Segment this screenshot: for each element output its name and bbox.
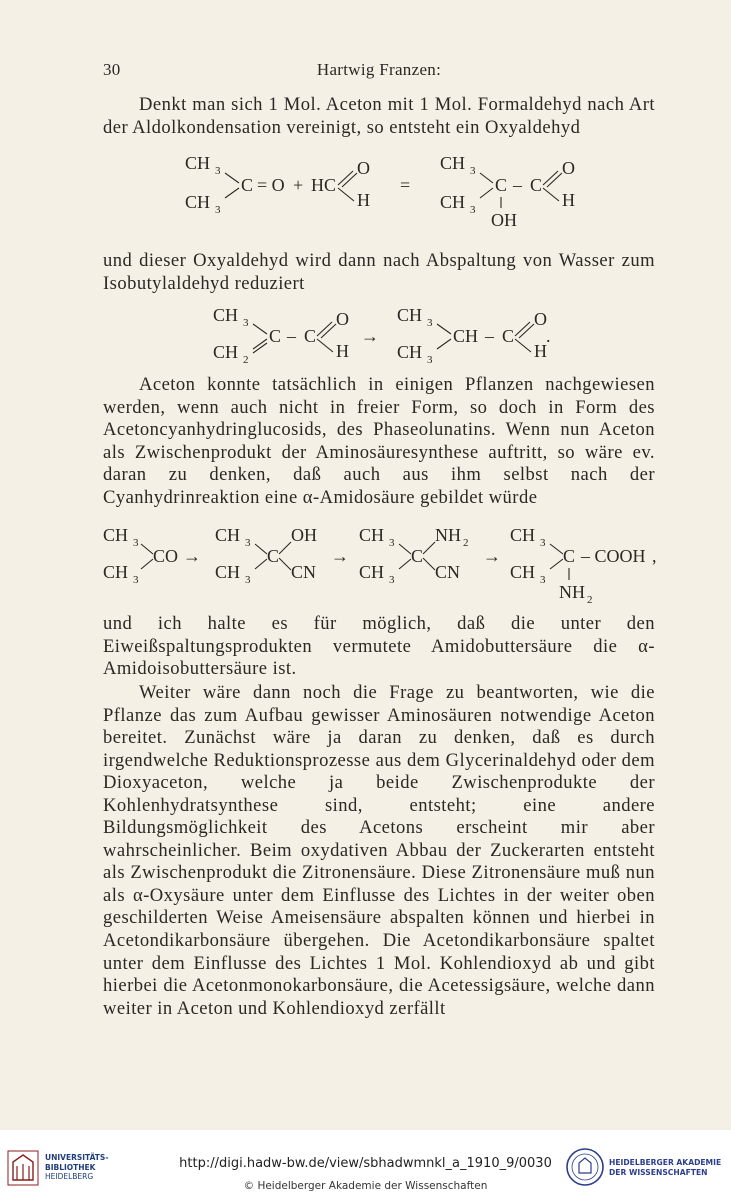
svg-text:–: – — [485, 326, 494, 346]
svg-text:CH: CH — [510, 525, 536, 545]
academy-seal-icon — [565, 1147, 605, 1187]
svg-text:C: C — [495, 175, 508, 195]
svg-text:3: 3 — [389, 537, 395, 549]
svg-text:H: H — [357, 190, 370, 210]
svg-text:C: C — [502, 326, 515, 346]
svg-text:CN: CN — [291, 562, 317, 582]
svg-text:CH: CH — [397, 305, 423, 325]
svg-text:CH: CH — [215, 525, 241, 545]
svg-text:C: C — [304, 326, 317, 346]
paragraph-2: und dieser Oxyaldehyd wird dann nach Abspaltung von Wasser zum Isobutylaldehyd reduziert — [103, 250, 655, 294]
svg-text:CN: CN — [435, 562, 461, 582]
svg-text:3: 3 — [133, 537, 139, 549]
svg-text:OH: OH — [491, 210, 517, 230]
formula-isobutylaldehyde — [213, 302, 553, 364]
svg-text:3: 3 — [470, 204, 476, 216]
svg-text:CH: CH — [440, 192, 466, 212]
svg-text:+: + — [293, 175, 304, 195]
paragraph-5: Weiter wäre dann noch die Frage zu beantworten, wie die Pflanze das zum Aufbau gewisser Aminosäuren notwendige Aceton bereitet. Zunächst wäre ja daran zu denken, daß es durch irgendwelche Reduktionsprozesse aus dem Glycerinaldehyd oder dem Dioxyaceton, welche ja beide Zwischenprodukte der Kohlenhydratsynthese sind, entsteht; eine andere Bildungsmöglichkeit des Acetons erscheint mir aber wahrscheinlicher. Beim oxydativen Abbau der Zuckerarten entsteht als Zwischenprodukt die Zitronensäure. Diese Zitronensäure muß nun als α-Oxysäure unter dem Einflusse des Lichtes in der weiter oben geschilderten Weise Ameisensäure abspalten können und hierbei in Acetondikarbonsäure übergehen. Die Acetondikarbonsäure spaltet unter dem Einflusse des Lichtes 1 Mol. Kohlendioxyd ab und gibt hierbei die Acetonmonokarbonsäure, die Acetessigsäure, welche dann weiter in Aceton und Kohlendioxyd zerfällt — [103, 682, 655, 1019]
svg-text:.: . — [546, 326, 551, 346]
svg-text:= O: = O — [257, 175, 285, 195]
svg-text:3: 3 — [243, 317, 249, 329]
svg-text:→: → — [331, 546, 349, 566]
svg-text:→: → — [183, 546, 201, 566]
svg-text:NH: NH — [559, 582, 585, 602]
svg-text:–: – — [287, 326, 296, 346]
svg-text:CH: CH — [213, 305, 239, 325]
copyright-notice: © Heidelberger Akademie der Wissenschaften — [243, 1180, 488, 1192]
svg-text:O: O — [562, 158, 575, 178]
svg-text:C: C — [530, 175, 543, 195]
svg-text:O: O — [336, 309, 349, 329]
svg-text:CH: CH — [397, 342, 423, 362]
svg-text:CH: CH — [103, 525, 129, 545]
svg-text:CH: CH — [453, 326, 479, 346]
library-logo-text: UNIVERSITÄTS- BIBLIOTHEK HEIDELBERG — [45, 1153, 109, 1181]
svg-text:C: C — [411, 546, 424, 566]
formula-aldol-condensation — [185, 150, 585, 232]
svg-text:–: – — [513, 175, 522, 195]
svg-text:3: 3 — [245, 574, 251, 586]
svg-text:CH: CH — [359, 525, 385, 545]
svg-text:2: 2 — [243, 354, 249, 366]
svg-text:CH: CH — [215, 562, 241, 582]
svg-text:=: = — [400, 175, 411, 195]
svg-text:3: 3 — [470, 165, 476, 177]
svg-text:3: 3 — [133, 574, 139, 586]
svg-text:CH: CH — [213, 342, 239, 362]
svg-text:HC: HC — [311, 175, 337, 195]
page-url-link[interactable]: http://digi.hadw-bw.de/view/sbhadwmnkl_a_1910_9/0030 — [179, 1156, 552, 1171]
svg-text:,: , — [652, 546, 657, 566]
svg-text:3: 3 — [215, 165, 221, 177]
svg-text:H: H — [534, 341, 547, 361]
paragraph-4: und ich halte es für möglich, daß die unter den Eiweißspaltungsprodukten vermutete Amidobuttersäure die α-Amidoisobuttersäure ist. — [103, 613, 655, 680]
svg-text:3: 3 — [245, 537, 251, 549]
svg-text:3: 3 — [540, 574, 546, 586]
svg-text:NH: NH — [435, 525, 461, 545]
svg-text:CO: CO — [153, 546, 179, 566]
viewer-footer — [0, 1130, 731, 1195]
svg-text:2: 2 — [463, 537, 469, 549]
svg-text:CH: CH — [185, 192, 211, 212]
svg-text:3: 3 — [427, 317, 433, 329]
academy-logo[interactable] — [565, 1147, 727, 1187]
svg-text:CH: CH — [440, 153, 466, 173]
svg-text:C: C — [267, 546, 280, 566]
svg-text:O: O — [534, 309, 547, 329]
svg-text:C: C — [241, 175, 254, 195]
paragraph-1: Denkt man sich 1 Mol. Aceton mit 1 Mol. Formaldehyd nach Art der Aldolkondensation vereinigt, so entsteht ein Oxyaldehyd — [103, 94, 655, 138]
svg-text:– COOH: – COOH — [581, 546, 646, 566]
svg-text:H: H — [336, 341, 349, 361]
running-title: Hartwig Franzen: — [316, 60, 442, 79]
academy-logo-text: HEIDELBERGER AKADEMIE DER WISSENSCHAFTEN — [609, 1158, 722, 1177]
svg-text:2: 2 — [587, 594, 593, 606]
paragraph-3: Aceton konnte tatsächlich in einigen Pflanzen nachgewiesen werden, wenn auch nicht in freier Form, so doch in Form des Acetoncyanhydringlucosids, des Phaseolunatins. Wenn nun Aceton als Zwischenprodukt der Aminosäuresynthese auftritt, so wäre ev. daran zu denken, daß auch aus ihm selbst nach der Cyanhydrinreaktion eine α-Amidosäure gebildet würde — [103, 374, 655, 508]
formula-token: CH — [185, 153, 211, 173]
svg-text:CH: CH — [359, 562, 385, 582]
svg-text:CH: CH — [510, 562, 536, 582]
svg-text:3: 3 — [427, 354, 433, 366]
svg-text:C: C — [269, 326, 282, 346]
svg-text:H: H — [562, 190, 575, 210]
svg-text:CH: CH — [103, 562, 129, 582]
svg-text:OH: OH — [291, 525, 317, 545]
formula-cyanhydrin-reaction — [103, 522, 663, 612]
page-number: 30 — [103, 60, 121, 79]
svg-text:3: 3 — [215, 204, 221, 216]
svg-text:3: 3 — [389, 574, 395, 586]
svg-text:→: → — [483, 546, 501, 566]
svg-text:→: → — [361, 326, 379, 346]
svg-text:3: 3 — [540, 537, 546, 549]
svg-text:C: C — [563, 546, 576, 566]
svg-text:O: O — [357, 158, 370, 178]
